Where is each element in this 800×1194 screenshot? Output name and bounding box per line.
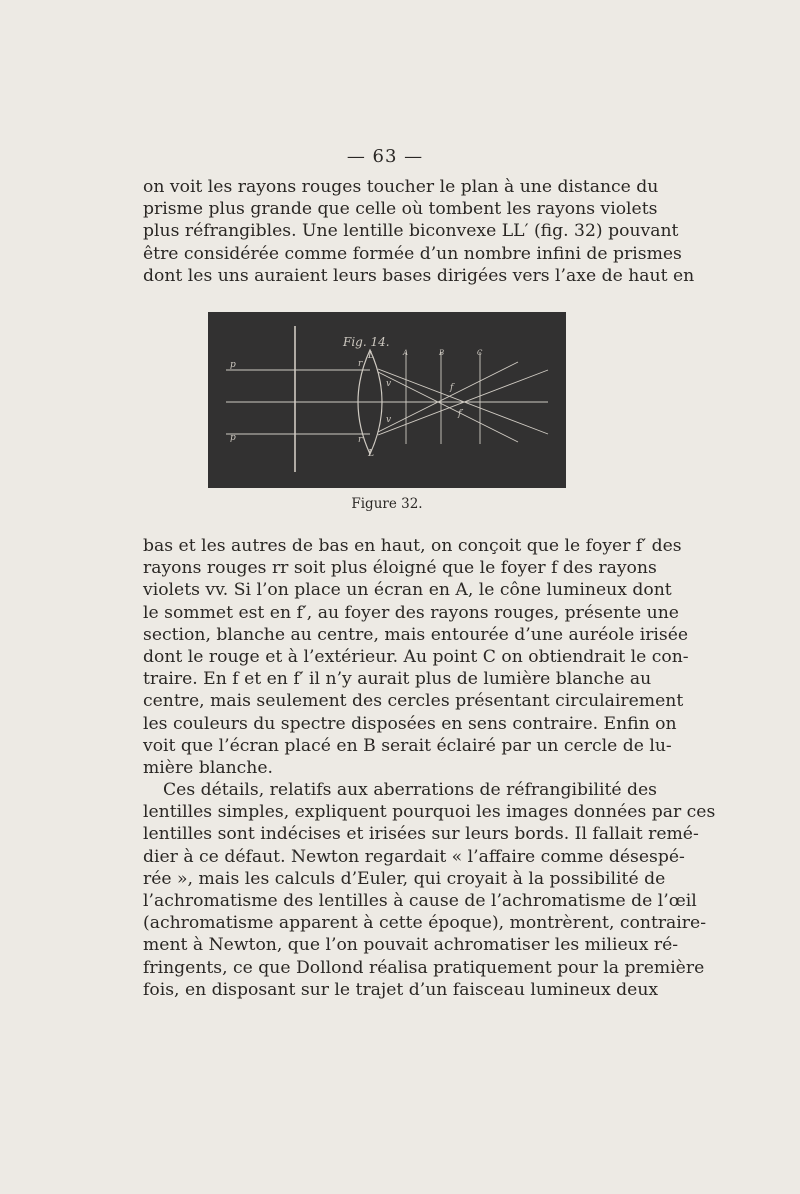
text-line: les couleurs du spectre disposées en sens contraire. Enfin on [143,713,677,734]
violet-ray-top [378,372,518,442]
text-line: traire. En f et en f′ il n’y aurait plus de lumière blanche au [143,669,652,690]
paragraph-3 [143,779,716,1001]
text-line: mière blanche. [143,758,273,779]
text-line: Ces détails, relatifs aux aberrations de réfrangibilité des [163,780,657,800]
label-B: B [439,349,445,357]
label-v-top: v [386,379,392,389]
text-line: violets vv. Si l’on place un écran en A, le cône lumineux dont [143,580,672,601]
label-r-top: r [358,359,363,369]
text-line: ment à Newton, que l’on pouvait achromatiser les milieux ré- [143,935,679,956]
text-line: rayons rouges rr soit plus éloigné que le foyer f des rayons [143,558,657,579]
text-line: l’achromatisme des lentilles à cause de l’achromatisme de l’œil [143,891,697,912]
label-f: f [450,383,454,393]
label-A: A [403,349,409,357]
text-line: bas et les autres de bas en haut, on conçoit que le foyer f′ des [143,536,682,556]
label-L-bottom: L [368,449,374,459]
label-C: C [477,349,483,357]
red-ray-top [378,369,548,434]
text-line: fringents, ce que Dollond réalisa pratiquement pour la première [143,957,705,978]
text-line: dier à ce défaut. Newton regardait « l’affaire comme désespé- [143,846,685,867]
red-ray-bottom [378,370,548,435]
text-line: section, blanche au centre, mais entourée d’une auréole irisée [143,624,689,645]
label-L-top: L [368,351,374,361]
text-line: rée », mais les calculs d’Euler, qui croyait à la possibilité de [143,868,666,889]
text-line: fois, en disposant sur le trajet d’un faisceau lumineux deux [143,979,659,1000]
text-line: lentilles simples, expliquent pourquoi les images données par ces [143,802,716,823]
label-p-top: p [230,360,236,370]
text-line: lentilles sont indécises et irisées sur leurs bords. Il fallait remé- [143,824,699,845]
lens-figure [208,312,566,488]
text-line: plus réfrangibles. Une lentille biconvexe LL′ (fig. 32) pouvant [143,221,679,242]
text-line: dont les uns auraient leurs bases dirigées vers l’axe de haut en [143,265,695,286]
text-line: voit que l’écran placé en B serait éclairé par un cercle de lu- [143,735,672,756]
paragraph-1 [143,176,695,287]
paragraph-2 [143,535,689,779]
text-line: prisme plus grande que celle où tombent les rayons violets [143,199,658,220]
label-p-bottom: p [230,433,236,443]
label-v-bottom: v [386,415,392,425]
text-line: (achromatisme apparent à cette époque), montrèrent, contraire- [143,913,706,934]
text-line: le sommet est en f′, au foyer des rayons rouges, présente une [143,602,679,623]
label-f-prime: f′ [458,409,464,419]
text-line: dont le rouge et à l’extérieur. Au point C on obtiendrait le con- [143,647,689,668]
figure-inner-label: Fig. 14. [343,335,390,349]
text-line: être considérée comme formée d’un nombre infini de prismes [143,243,682,264]
text-line: centre, mais seulement des cercles présentant circulairement [143,691,684,712]
figure-caption: Figure 32. [351,496,423,512]
violet-ray-bottom [378,362,518,432]
label-r-bottom: r [358,435,363,445]
text-line: on voit les rayons rouges toucher le plan à une distance du [143,177,659,197]
page-number: — 63 — [346,146,424,167]
lens-diagram [208,312,566,488]
